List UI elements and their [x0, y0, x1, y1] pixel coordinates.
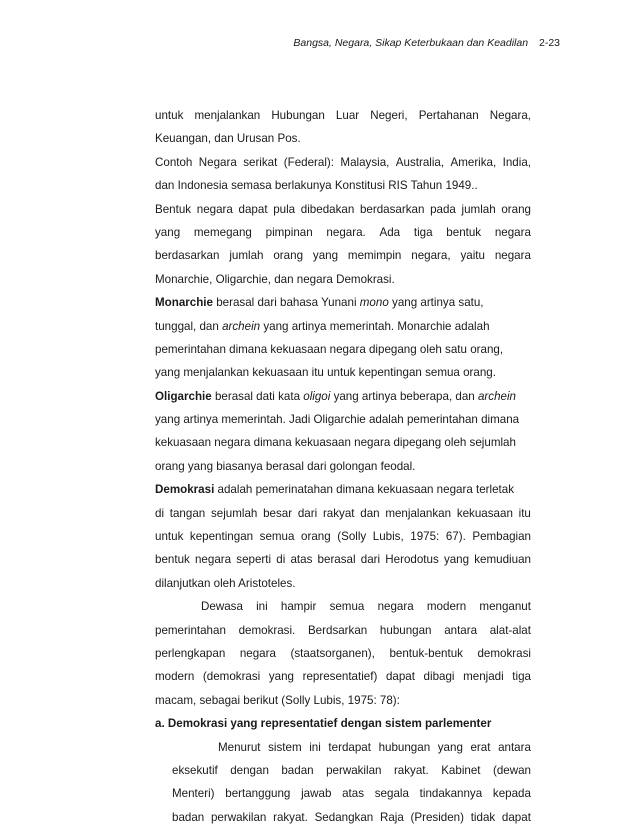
- word: seperti: [236, 553, 272, 567]
- word: 67).: [445, 530, 466, 544]
- word: orang: [501, 202, 531, 216]
- text-line: [155, 642, 531, 665]
- word: menganut: [479, 600, 531, 614]
- term-demokrasi: Demokrasi: [155, 483, 215, 497]
- word: tiga: [413, 225, 433, 239]
- word: yang: [443, 553, 470, 567]
- word: untuk: [155, 530, 184, 544]
- word: yang: [268, 670, 294, 684]
- paragraph-demokrasi: Demokrasi adalah pemerinatahan dimana kekuasaan negara terletak: [155, 483, 515, 497]
- word: menjalankan: [385, 506, 452, 520]
- word: 1975:: [410, 530, 440, 544]
- word: berdasarkan: [155, 249, 220, 263]
- word: itu: [518, 506, 531, 520]
- text-line: [155, 736, 531, 759]
- text-line: [155, 198, 531, 221]
- word: segala: [374, 787, 409, 801]
- word: pula: [273, 202, 296, 216]
- word: hubungan: [378, 740, 431, 754]
- word: dapat: [238, 202, 268, 216]
- text-line: yang menjalankan kekuasaan itu untuk kepentingan semua orang.: [155, 366, 496, 380]
- text-line: [155, 525, 531, 548]
- text-line: Monarchie, Oligarchie, dan negara Demokrasi.: [155, 272, 395, 286]
- word: antara: [444, 623, 478, 637]
- page-number: 2-23: [538, 37, 560, 49]
- word: modern: [426, 600, 467, 614]
- word: (Federal):: [283, 155, 335, 169]
- word: jumlah: [461, 202, 496, 216]
- word: demokrasi: [477, 646, 531, 660]
- word: ini: [256, 600, 268, 614]
- word: Hubungan: [271, 109, 325, 122]
- word: pada: [430, 202, 456, 216]
- word: (Presiden): [410, 810, 464, 824]
- word: orang: [301, 530, 331, 544]
- word: menjadi: [463, 670, 504, 684]
- word: eksekutif: [172, 763, 218, 777]
- text-line: kekuasaan negara dimana kekuasaan negara dipegang oleh sejumlah: [155, 436, 516, 450]
- word: hampir: [280, 600, 317, 614]
- word: Amerika,: [450, 155, 497, 169]
- word: pemerintahan: [155, 623, 226, 637]
- word: Menurut: [218, 740, 261, 754]
- word: di: [276, 553, 286, 567]
- word: atas: [290, 553, 313, 567]
- word: demokrasi.: [238, 623, 296, 637]
- word: negara: [494, 225, 531, 239]
- word: Herodotus: [385, 553, 439, 567]
- list-heading-a: a. Demokrasi yang representatief dengan sistem parlementer: [155, 717, 492, 731]
- word: modern: [155, 670, 195, 684]
- word: antara: [498, 740, 531, 754]
- word: rakyat: [322, 506, 355, 520]
- word: bertanggung: [225, 787, 291, 801]
- word: dari: [360, 553, 381, 567]
- text-line: [155, 221, 531, 244]
- word: terdapat: [328, 740, 371, 754]
- word: Contoh: [155, 155, 193, 169]
- word: perwakilan: [326, 763, 382, 777]
- word: berasal: [317, 553, 356, 567]
- word: menjalankan: [194, 109, 261, 122]
- word: Malaysia,: [340, 155, 390, 169]
- word: untuk: [155, 109, 184, 122]
- word: Dewasa: [201, 600, 243, 614]
- word: bentuk-bentuk: [389, 646, 463, 660]
- word: yaitu: [460, 249, 485, 263]
- word: dapat: [501, 810, 531, 824]
- word: badan: [172, 810, 205, 824]
- word: tidak: [470, 810, 496, 824]
- text-line: dan Indonesia semasa berlakunya Konstitusi RIS Tahun 1949..: [155, 179, 478, 193]
- word: sejumlah: [210, 506, 258, 520]
- word: (demokrasi: [202, 670, 261, 684]
- word: Berdsarkan: [307, 623, 368, 637]
- text-line: [155, 595, 531, 618]
- word: memimpin: [347, 249, 402, 263]
- word: atas: [342, 787, 365, 801]
- word: yang: [437, 740, 463, 754]
- word: Negara: [198, 155, 237, 169]
- word: Pertahanan: [418, 109, 479, 122]
- word: rakyat.: [273, 810, 308, 824]
- word: dibagi: [423, 670, 455, 684]
- word: Pembagian: [472, 530, 531, 544]
- word: dari: [297, 506, 318, 520]
- text-line: [155, 502, 531, 525]
- word: kepada: [492, 787, 531, 801]
- word: Negara,: [489, 109, 531, 122]
- text-line: yang artinya memerintah. Jadi Oligarchie adalah pemerintahan dimana: [155, 413, 520, 427]
- word: jumlah: [229, 249, 264, 263]
- text-line: dilanjutkan oleh Aristoteles.: [155, 576, 296, 590]
- body-text: [155, 104, 531, 829]
- word: India,: [502, 155, 531, 169]
- word: kekuasaan: [456, 506, 513, 520]
- word: perwakilan: [210, 810, 267, 824]
- word: berdasarkan: [359, 202, 425, 216]
- word: Kabinet: [441, 763, 481, 777]
- word: kepentingan: [189, 530, 254, 544]
- text-line: [155, 665, 531, 688]
- paragraph-oligarchie: Oligarchie berasal dati kata oligoi yang artinya beberapa, dan archein: [155, 389, 516, 403]
- header-title: Bangsa, Negara, Sikap Keterbukaan dan Keadilan: [293, 37, 529, 49]
- paragraph-monarchie: Monarchie berasal dari bahasa Yunani mono yang artinya satu,: [155, 296, 484, 310]
- word: dapat: [385, 670, 415, 684]
- word: Sedangkan: [314, 810, 374, 824]
- word: erat: [470, 740, 491, 754]
- word: bentuk: [446, 225, 482, 239]
- text-line: macam, sebagai berikut (Solly Lubis, 1975: 78):: [155, 693, 400, 707]
- word: dibedakan: [300, 202, 355, 216]
- word: Raja: [379, 810, 404, 824]
- running-header: [293, 37, 560, 49]
- word: negara: [194, 553, 232, 567]
- word: Menteri): [172, 787, 215, 801]
- word: Australia,: [395, 155, 445, 169]
- word: (staatsorganen),: [290, 646, 375, 660]
- word: semua: [259, 530, 295, 544]
- text-line: [155, 151, 531, 174]
- word: hubungan: [379, 623, 432, 637]
- text-line: [155, 619, 531, 642]
- text-line: tunggal, dan archein yang artinya memerintah. Monarchie adalah: [155, 319, 490, 333]
- word: semua: [329, 600, 365, 614]
- word: Lubis,: [372, 530, 404, 544]
- word: negara.: [326, 225, 366, 239]
- text-line: [155, 244, 531, 267]
- word: Ada: [379, 225, 401, 239]
- word: alat-alat: [489, 623, 531, 637]
- word: tiga: [512, 670, 531, 684]
- text-line: Keuangan, dan Urusan Pos.: [155, 132, 301, 146]
- word: representatief): [302, 670, 378, 684]
- text-line: pemerintahan dimana kekuasaan negara dipegang oleh satu orang,: [155, 342, 504, 356]
- word: negara: [494, 249, 531, 263]
- word: dan: [360, 506, 380, 520]
- word: kemudiuan: [474, 553, 531, 567]
- text-line: [155, 759, 531, 782]
- word: badan: [281, 763, 314, 777]
- word: yang: [312, 249, 339, 263]
- word: rakyat.: [393, 763, 429, 777]
- text-line: [155, 782, 531, 805]
- word: di: [155, 506, 165, 520]
- word: Negeri,: [370, 109, 408, 122]
- word: jawab: [301, 787, 332, 801]
- word: besar: [263, 506, 293, 520]
- word: Bentuk: [155, 202, 192, 216]
- word: negara: [239, 646, 276, 660]
- text-line: [155, 548, 531, 571]
- word: tangan: [169, 506, 206, 520]
- text-line: orang yang biasanya berasal dari golongan feodal.: [155, 459, 416, 473]
- word: sistem: [268, 740, 302, 754]
- word: (Solly: [337, 530, 367, 544]
- word: orang: [273, 249, 304, 263]
- term-oligarchie: Oligarchie: [155, 389, 212, 403]
- word: negara: [196, 202, 233, 216]
- word: dengan: [230, 763, 269, 777]
- text-line: [155, 104, 531, 127]
- term-monarchie: Monarchie: [155, 296, 213, 310]
- word: negara,: [411, 249, 451, 263]
- word: bentuk: [155, 553, 190, 567]
- word: pimpinan: [265, 225, 313, 239]
- word: (dewan: [492, 763, 531, 777]
- word: ini: [309, 740, 321, 754]
- word: memegang: [193, 225, 252, 239]
- word: serikat: [243, 155, 278, 169]
- word: tindakannya: [419, 787, 483, 801]
- word: yang: [155, 225, 181, 239]
- word: perlengkapan: [155, 646, 226, 660]
- word: Luar: [335, 109, 360, 122]
- word: negara: [377, 600, 414, 614]
